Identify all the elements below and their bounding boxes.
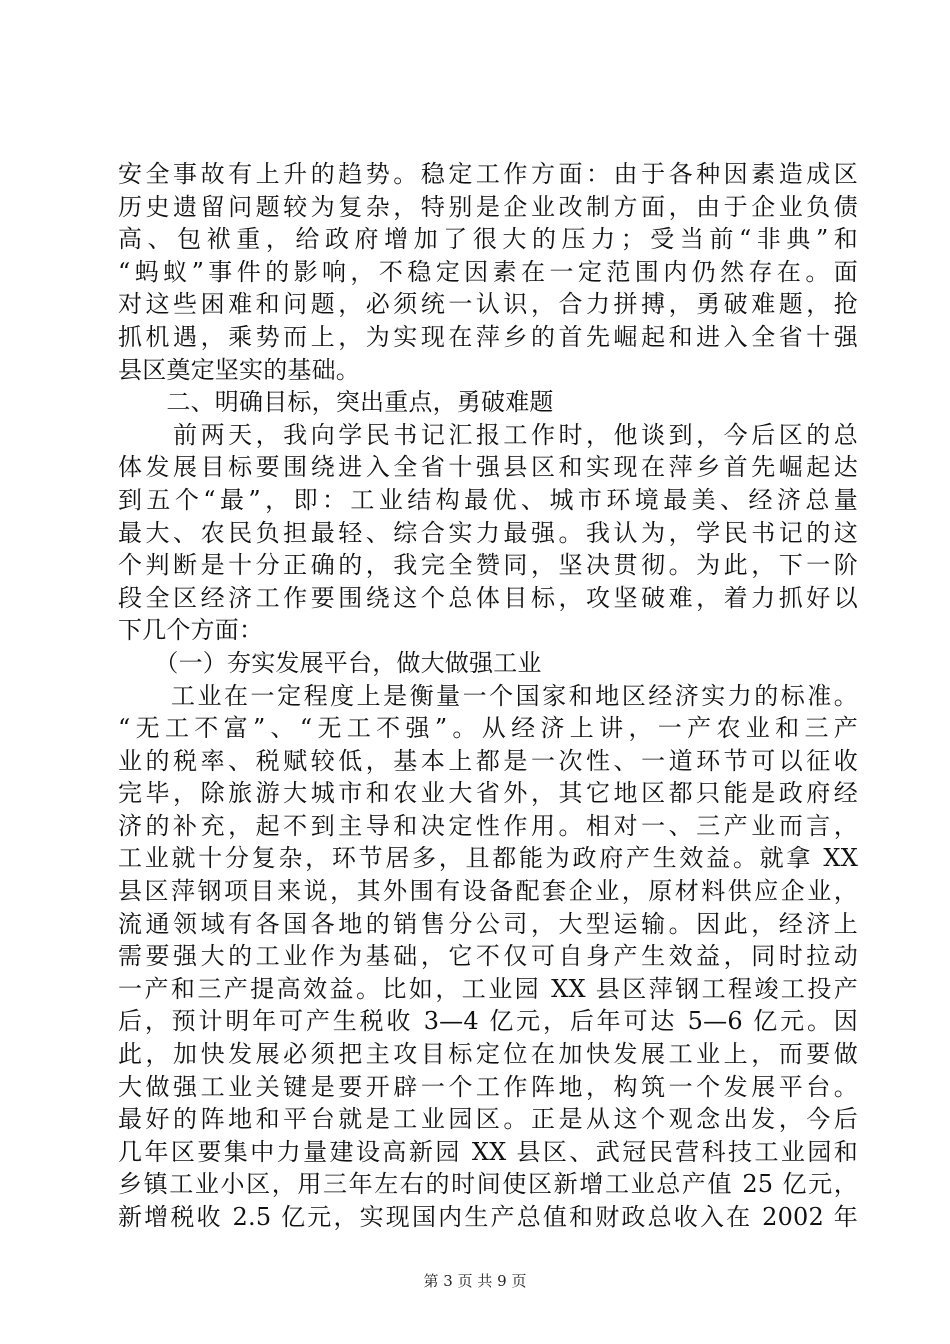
text-line: 几年区要集中力量建设高新园 XX 县区、武冠民营科技工业园和	[118, 1137, 858, 1166]
text-line: 需要强大的工业作为基础，它不仅可自身产生效益，同时拉动	[118, 942, 858, 971]
text-line: 高、包袱重，给政府增加了很大的压力；受当前“非典”和	[118, 225, 858, 254]
text-line: 工业就十分复杂，环节居多，且都能为政府产生效益。就拿 XX	[118, 844, 858, 873]
text-line: 济的补充，起不到主导和决定性作用。相对一、三产业而言，	[118, 811, 858, 840]
text-line: 体发展目标要围绕进入全省十强县区和实现在萍乡首先崛起达	[118, 453, 858, 482]
text-line: 到五个“最”，即：工业结构最优、城市环境最美、经济总量	[118, 485, 858, 514]
text-line: 个判断是十分正确的，我完全赞同，坚决贯彻。为此，下一阶	[118, 551, 858, 580]
text-line: 后，预计明年可产生税收 3—4 亿元，后年可达 5—6 亿元。因	[118, 1007, 858, 1036]
text-line: 抓机遇，乘势而上，为实现在萍乡的首先崛起和进入全省十强	[118, 322, 858, 351]
text-line: 前两天，我向学民书记汇报工作时，他谈到，今后区的总	[118, 420, 858, 449]
text-line: 段全区经济工作要围绕这个总体目标，攻坚破难，着力抓好以	[118, 583, 858, 612]
text-line: 工业在一定程度上是衡量一个国家和地区经济实力的标准。	[118, 681, 858, 710]
text-line: 县区萍钢项目来说，其外围有设备配套企业，原材料供应企业，	[118, 877, 858, 906]
text-line: 大做强工业关键是要开辟一个工作阵地，构筑一个发展平台。	[118, 1072, 858, 1101]
text-line: 流通领域有各国各地的销售分公司，大型运输。因此，经济上	[118, 909, 858, 938]
section-heading: 二、明确目标，突出重点，勇破难题	[118, 388, 554, 417]
text-line: 历史遗留问题较为复杂，特别是企业改制方面，由于企业负债	[118, 192, 858, 221]
text-line: 乡镇工业小区，用三年左右的时间使区新增工业总产值 25 亿元，	[118, 1170, 858, 1199]
text-line: 最好的阵地和平台就是工业园区。正是从这个观念出发，今后	[118, 1105, 858, 1134]
text-line: 业的税率、税赋较低，基本上都是一次性、一道环节可以征收	[118, 746, 858, 775]
section-heading: （一）夯实发展平台，做大做强工业	[118, 648, 542, 677]
text-line: 对这些困难和问题，必须统一认识，合力拼搏，勇破难题，抢	[118, 290, 858, 319]
text-line: 最大、农民负担最轻、综合实力最强。我认为，学民书记的这	[118, 518, 858, 547]
document-body	[118, 158, 858, 1234]
text-line: 新增税收 2.5 亿元，实现国内生产总值和财政总收入在 2002 年	[118, 1203, 858, 1231]
page-footer: 第 3 页 共 9 页	[423, 1272, 527, 1290]
text-line: 县区奠定坚实的基础。	[118, 355, 360, 384]
text-line: 安全事故有上升的趋势。稳定工作方面：由于各种因素造成区	[118, 160, 858, 188]
text-line: 此，加快发展必须把主攻目标定位在加快发展工业上，而要做	[118, 1040, 858, 1069]
text-line: 下几个方面：	[118, 616, 264, 645]
text-line: 一产和三产提高效益。比如，工业园 XX 县区萍钢工程竣工投产	[118, 974, 858, 1003]
text-line: “无工不富”、“无工不强”。从经济上讲，一产农业和三产	[118, 714, 858, 743]
text-line: “蚂蚁”事件的影响，不稳定因素在一定范围内仍然存在。面	[118, 257, 858, 286]
text-line: 完毕，除旅游大城市和农业大省外，其它地区都只能是政府经	[118, 779, 858, 808]
